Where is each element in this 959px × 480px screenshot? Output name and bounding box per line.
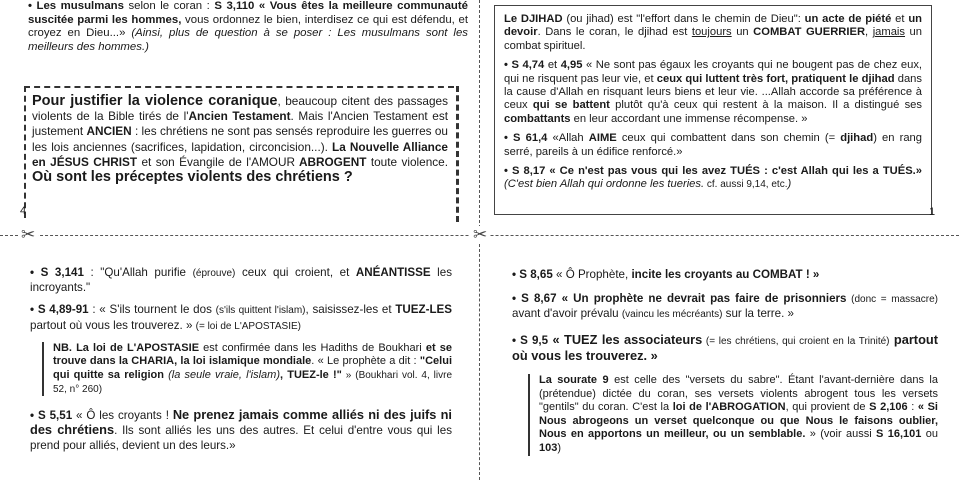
- box-dashed-edge: [452, 86, 459, 222]
- verse-ref: • S 8,65: [512, 268, 553, 281]
- note-quote: "Celui qui quitte sa religion: [53, 355, 452, 381]
- verse-ref: S 3,110: [214, 0, 255, 12]
- djihad-text-5: ,: [865, 26, 873, 39]
- djihad-definition: [504, 13, 922, 53]
- verse-5-51: [30, 408, 452, 453]
- verse-4-89: • S 4,89-91 : « S'ils tournent le dos (s'ils quittent l'islam), saisissez-les et TUEZ-LES partout où vous les trouverez. » (= loi de L'APOSTASIE): [30, 303, 452, 332]
- violence-text-5: toute violence.: [366, 154, 449, 169]
- verse-emphasis: qui se battent: [532, 99, 610, 112]
- verse-small: (donc = massacre): [846, 294, 938, 306]
- verse-text: « Ô Prophète,: [552, 268, 632, 281]
- verse-ref: 103: [539, 441, 558, 454]
- note-text: ou: [921, 428, 938, 441]
- djihad-text-3: . Dans le coran, le djihad est: [537, 26, 692, 39]
- verse-text: ceux qui croient, et: [235, 266, 356, 279]
- page-number-4: 4: [20, 205, 27, 217]
- verse-ref: • S 5,51: [30, 409, 73, 423]
- cut-line-vertical-bottom: [479, 244, 480, 480]
- verse-emphasis: Ne prenez jamais comme alliés ni des juifs ni des chrétiens: [30, 407, 452, 438]
- verse-italic: (C'est bien Allah qui ordonne les tueries.: [504, 178, 705, 191]
- verse-ref: S 4,89-91: [37, 303, 89, 317]
- ancien-testament: Ancien Testament: [188, 109, 291, 124]
- violence-text-1: , beaucoup citent des passages violents de la Bible tirés de l': [32, 94, 448, 124]
- sourate-9-note: [528, 374, 938, 456]
- djihad-box: [494, 5, 932, 215]
- verse-text: les incroyants.": [30, 266, 452, 295]
- verse-text: . Ils sont alliés les uns des autres. Et celui d'entre vous qui les prend pour alliés, devient un des leurs.»: [30, 424, 452, 452]
- note-text: est celle des "versets du sabre". Étant l'avant-dernière dans la (prétendue) dictée du coran, ses versets violents abrogent tous les versets "gentils" du coran. C'est la: [539, 374, 938, 414]
- violence-box: [24, 86, 454, 218]
- musulmans-paragraph: • Les musulmans selon le coran : S 3,110 « Vous êtes la meilleure communauté suscitée parmi les hommes, vous ordonnez le bien, interdisez ce qui est défendu, et croyez en Dieu...» (Ainsi, plus de question à se poser : Les musulmans sont les meilleurs des hommes.): [28, 0, 469, 53]
- verse-text: : « S'ils tournent le dos: [88, 303, 216, 317]
- musulmans-lead: Les musulmans: [36, 0, 124, 12]
- verse-close: ): [787, 178, 792, 191]
- verse-ref: 4,95: [560, 59, 583, 72]
- violence-question: Où sont les préceptes violents des chrétiens ?: [32, 169, 353, 186]
- verse-text: « Ne sont pas égaux les croyants qui ne bougent pas de chez eux, qui ne risquent pas leur vie, et: [504, 59, 923, 85]
- djihad-lead: Le DJIHAD: [504, 13, 563, 25]
- musulmans-note: (Ainsi, plus de question à se poser : Les musulmans sont les meilleurs des hommes.): [28, 27, 468, 53]
- verse-4-74: [504, 59, 922, 126]
- scissors-icon: ✂: [470, 226, 490, 243]
- verse-text: , saisissez-les et: [305, 303, 396, 317]
- note-source: » (Boukhari vol. 4, livre 52, n° 260): [53, 370, 453, 395]
- djihad-text-2: et: [891, 13, 909, 25]
- nouvelle-alliance: La Nouvelle Alliance en JÉSUS CHRIST: [32, 139, 448, 169]
- verse-ref: • S 8,67: [512, 292, 557, 306]
- note-text: :: [907, 401, 918, 414]
- verse-small: (= loi de L'APOSTASIE): [195, 320, 302, 332]
- verse-emphasis: ceux qui luttent très fort, pratiquent le djihad: [656, 72, 895, 85]
- verse-8-17: [504, 165, 922, 192]
- verse-small: (éprouve): [192, 268, 236, 279]
- verse-emphasis: « Un prophète ne devrait pas faire de prisonniers: [556, 292, 847, 306]
- note-lead: NB. La loi de L'APOSTASIE: [53, 341, 200, 354]
- verse-emphasis: TUEZ-LES: [395, 303, 452, 317]
- verse-small: cf. aussi 9,14, etc.: [704, 179, 788, 191]
- verse-text: en leur accordant une immense récompense. »: [570, 112, 808, 125]
- verse-8-65: [512, 268, 938, 282]
- verse-small: (s'ils quittent l'islam): [215, 305, 306, 317]
- verse-emphasis: • S 8,17 « Ce n'est pas vous qui les avez TUÉS : c'est Allah qui les a TUÉS.»: [504, 165, 922, 178]
- musulmans-text: selon le coran :: [123, 0, 215, 12]
- page-number-1: 1: [929, 206, 936, 218]
- djihad-devoir: devoir: [504, 26, 538, 39]
- verse-text: partout où vous les trouverez. »: [30, 318, 196, 332]
- djihad-text-4: un: [731, 26, 754, 39]
- verse-text: : "Qu'Allah purifie: [83, 266, 193, 279]
- verse-ref: • S 4,74: [504, 59, 545, 72]
- verse-9-5: [512, 333, 938, 364]
- djihad-un: un: [908, 13, 923, 25]
- note-text: est confirmée dans les Hadiths de Boukhari: [199, 341, 426, 354]
- verse-emphasis: djihad: [840, 132, 874, 145]
- note-italic: (la seule vraie, l'islam): [163, 369, 280, 381]
- verse-text: avant d'avoir prévalu: [512, 307, 622, 321]
- note-emphasis: et se trouve dans la CHARIA, la loi islamique mondiale: [53, 341, 452, 368]
- verse-emphasis: partout où vous les trouverez. »: [512, 331, 938, 363]
- violence-text-2: . Mais l'Ancien Testament est justement: [32, 109, 449, 139]
- verse-text: ) en rang serré, pareils à un édifice renforcé.»: [504, 132, 922, 158]
- note-emphasis: « Si Nous abrogeons un verset quelconque ou que Nous le faisons oublier, Nous en apportons un meilleur, ou un semblable.: [539, 401, 938, 441]
- verse-text: plutôt qu'à ceux qui restent à la maison. Il a distingué ses: [609, 99, 922, 112]
- jamais-word: jamais: [872, 26, 906, 39]
- musulmans-quote-rest: vous ordonnez le bien, interdisez ce qui est défendu, et croyez en Dieu...»: [28, 13, 468, 40]
- note-text: » (voir aussi: [805, 428, 877, 441]
- verse-emphasis: incite les croyants au COMBAT ! »: [631, 268, 820, 281]
- verse-small: (vaincu les mécréants): [621, 309, 723, 321]
- violence-text-3: : les chrétiens ne sont pas sensés reproduire les guerres ou les lois anciennes (sacrifices, lapidation, circoncision...).: [32, 124, 448, 154]
- ancien-word: ANCIEN: [86, 124, 132, 139]
- djihad-text-1: (ou jihad) est "l'effort dans le chemin de Dieu":: [562, 13, 805, 25]
- scissors-icon: ✂: [18, 226, 38, 243]
- verse-text: ceux qui combattent dans son chemin (=: [616, 132, 841, 145]
- verse-61-4: [504, 132, 922, 159]
- verse-ref: • S 61,4: [504, 132, 548, 145]
- acte-de-piete: un acte de piété: [804, 13, 892, 25]
- verse-8-67: [512, 292, 938, 322]
- note-lead: La sourate 9: [539, 374, 609, 387]
- verse-emphasis: combattants: [504, 112, 571, 125]
- verse-text: «Allah: [547, 132, 589, 145]
- verse-text: sur la terre. »: [722, 307, 794, 321]
- note-emphasis: loi de l'ABROGATION: [672, 401, 786, 414]
- verse-emphasis: « TUEZ les associateurs: [548, 331, 703, 347]
- verse-ref: S 2,106: [869, 401, 908, 414]
- cut-line-vertical-top: [479, 0, 480, 228]
- violence-text-4: et son Évangile de l': [137, 154, 252, 169]
- amour-word: AMOUR: [251, 154, 296, 169]
- note-text: ): [557, 441, 562, 454]
- verse-ref: • S 9,5: [512, 333, 549, 347]
- verse-ref: S 3,141: [40, 266, 84, 279]
- djihad-text-6: un combat spirituel.: [504, 26, 922, 52]
- verse-emphasis: AIME: [588, 132, 617, 145]
- verse-text: dans la cause d'Allah en risquant leurs biens et leur vie. ...Allah accorde sa préférence à ceux: [504, 72, 922, 112]
- note-text: . « Le prophète a dit :: [311, 355, 420, 368]
- verse-small: (= les chrétiens, qui croient en la Trinité): [702, 335, 890, 347]
- apostasie-note: [42, 342, 452, 396]
- musulmans-quote-bold: « Vous êtes la meilleure communauté suscitée parmi les hommes,: [28, 0, 469, 26]
- note-text: , qui provient de: [785, 401, 870, 414]
- combat-guerrier: COMBAT GUERRIER: [753, 26, 866, 39]
- verse-ref: S 16,101: [876, 428, 922, 441]
- verse-emphasis: ANÉANTISSE: [355, 266, 431, 279]
- top-left-panel: [28, 0, 468, 54]
- bottom-right-panel: [512, 268, 938, 456]
- verse-text: et: [544, 59, 561, 72]
- toujours-word: toujours: [691, 26, 732, 39]
- verse-text: « Ô les croyants !: [72, 409, 173, 423]
- abrogent-word: ABROGENT: [295, 154, 367, 169]
- bottom-left-panel: [30, 266, 452, 461]
- verse-3-141: • S 3,141 : "Qu'Allah purifie (éprouve) ceux qui croient, et ANÉANTISSE les incroyants.": [30, 266, 452, 295]
- violence-paragraph: [32, 94, 448, 185]
- note-quote: , TUEZ-le !": [280, 369, 342, 381]
- violence-lead: Pour justifier la violence coranique: [32, 93, 278, 109]
